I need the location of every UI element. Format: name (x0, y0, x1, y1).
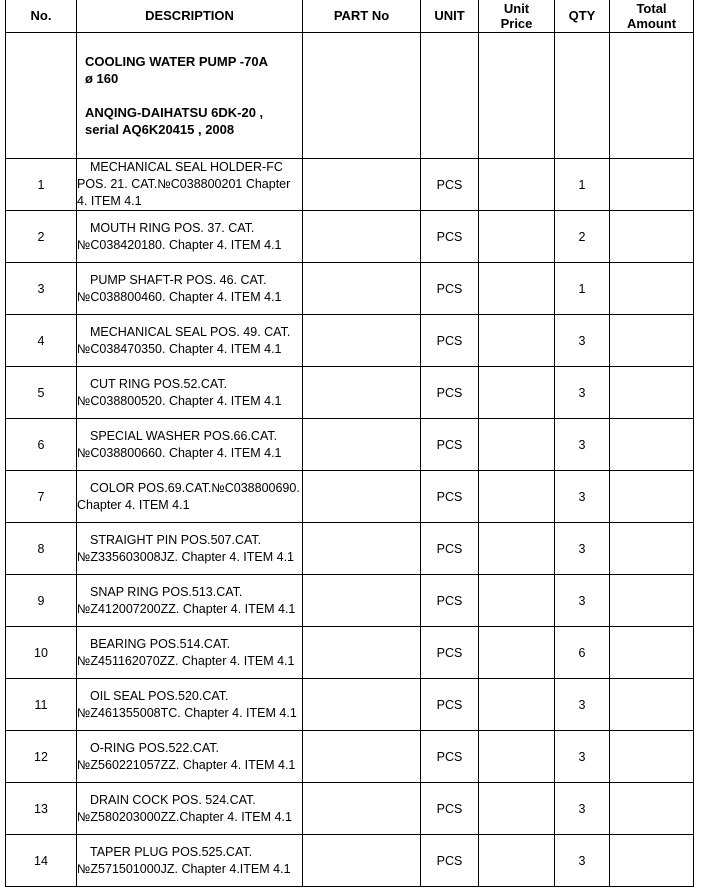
table-row (6, 263, 694, 315)
row-description-text: STRAIGHT PIN POS.507.CAT.№Z335603008JZ. Chapter 4. ITEM 4.1 (77, 532, 294, 564)
col-header-description: DESCRIPTION (77, 0, 303, 33)
row-qty: 1 (555, 263, 610, 315)
row-unit: PCS (421, 159, 479, 211)
row-no: 3 (6, 263, 77, 315)
title-line-3: ANQING-DAIHATSU 6DK-20 , (85, 105, 264, 120)
row-unit-price (479, 315, 555, 367)
row-total-amount (610, 159, 694, 211)
row-description (77, 367, 303, 419)
title-no-cell (6, 33, 77, 159)
row-no: 6 (6, 419, 77, 471)
row-part-no (303, 679, 421, 731)
row-description (77, 523, 303, 575)
title-line-1: COOLING WATER PUMP -70A (85, 54, 268, 69)
row-qty: 2 (555, 211, 610, 263)
col-header-unit: UNIT (421, 0, 479, 33)
row-qty: 3 (555, 731, 610, 783)
page-bottom-margin (0, 887, 705, 892)
row-no: 14 (6, 835, 77, 887)
row-unit-price (479, 835, 555, 887)
col-header-qty: QTY (555, 0, 610, 33)
row-unit: PCS (421, 211, 479, 263)
row-unit-price (479, 783, 555, 835)
row-total-amount (610, 523, 694, 575)
row-unit: PCS (421, 783, 479, 835)
table-row (6, 159, 694, 211)
col-header-total-line2: Amount (626, 15, 677, 31)
col-header-unit-price-line2: Price (500, 15, 533, 31)
title-unit-cell (421, 33, 479, 159)
row-unit-price (479, 367, 555, 419)
row-part-no (303, 627, 421, 679)
title-total-cell (610, 33, 694, 159)
row-description-text: TAPER PLUG POS.525.CAT.№Z571501000JZ. Chapter 4.ITEM 4.1 (77, 844, 291, 876)
row-qty: 3 (555, 419, 610, 471)
row-unit: PCS (421, 627, 479, 679)
parts-table (5, 0, 694, 887)
row-part-no (303, 367, 421, 419)
row-unit-price (479, 159, 555, 211)
row-description-text: SPECIAL WASHER POS.66.CAT.№C038800660. Chapter 4. ITEM 4.1 (77, 428, 282, 460)
row-unit: PCS (421, 419, 479, 471)
col-header-no: No. (6, 0, 77, 33)
col-header-part-no: PART No (303, 0, 421, 33)
table-row (6, 367, 694, 419)
col-header-total-line1: Total (636, 0, 667, 16)
row-description-text: MECHANICAL SEAL HOLDER-FC POS. 21. CAT.№C038800201 Chapter 4. ITEM 4.1 (77, 160, 291, 208)
row-description (77, 315, 303, 367)
row-total-amount (610, 471, 694, 523)
row-total-amount (610, 731, 694, 783)
row-unit: PCS (421, 523, 479, 575)
row-unit-price (479, 523, 555, 575)
table-row (6, 419, 694, 471)
table-row (6, 315, 694, 367)
row-qty: 3 (555, 679, 610, 731)
row-part-no (303, 783, 421, 835)
row-no: 9 (6, 575, 77, 627)
row-no: 12 (6, 731, 77, 783)
row-unit-price (479, 627, 555, 679)
row-unit-price (479, 575, 555, 627)
row-description-text: SNAP RING POS.513.CAT.№Z412007200ZZ. Chapter 4. ITEM 4.1 (77, 584, 296, 616)
row-unit: PCS (421, 575, 479, 627)
row-total-amount (610, 419, 694, 471)
row-part-no (303, 575, 421, 627)
row-qty: 3 (555, 575, 610, 627)
row-description-text: OIL SEAL POS.520.CAT.№Z461355008TC. Chapter 4. ITEM 4.1 (77, 688, 297, 720)
table-row (6, 523, 694, 575)
col-header-total-amount (610, 0, 694, 33)
row-no: 5 (6, 367, 77, 419)
table-row (6, 731, 694, 783)
row-description-text: DRAIN COCK POS. 524.CAT.№Z580203000ZZ.Chapter 4. ITEM 4.1 (77, 792, 292, 824)
row-unit: PCS (421, 731, 479, 783)
row-qty: 3 (555, 835, 610, 887)
row-total-amount (610, 263, 694, 315)
row-description (77, 211, 303, 263)
row-unit: PCS (421, 471, 479, 523)
title-block (77, 33, 303, 159)
row-part-no (303, 731, 421, 783)
row-description-text: PUMP SHAFT-R POS. 46. CAT.№C038800460. Chapter 4. ITEM 4.1 (77, 272, 282, 304)
row-description-text: BEARING POS.514.CAT.№Z451162070ZZ. Chapter 4. ITEM 4.1 (77, 636, 295, 668)
row-description-text: CUT RING POS.52.CAT.№C038800520. Chapter 4. ITEM 4.1 (77, 376, 282, 408)
table-row (6, 575, 694, 627)
row-total-amount (610, 835, 694, 887)
title-price-cell (479, 33, 555, 159)
table-row (6, 211, 694, 263)
row-total-amount (610, 679, 694, 731)
table-row (6, 783, 694, 835)
row-part-no (303, 523, 421, 575)
row-description (77, 471, 303, 523)
table-row (6, 679, 694, 731)
title-line-4: serial AQ6K20415 , 2008 (85, 122, 235, 137)
row-qty: 1 (555, 159, 610, 211)
header-row (6, 0, 694, 33)
table-row (6, 627, 694, 679)
row-total-amount (610, 367, 694, 419)
row-part-no (303, 315, 421, 367)
row-part-no (303, 419, 421, 471)
row-unit-price (479, 419, 555, 471)
row-no: 10 (6, 627, 77, 679)
row-qty: 6 (555, 627, 610, 679)
row-unit: PCS (421, 367, 479, 419)
row-total-amount (610, 315, 694, 367)
row-part-no (303, 159, 421, 211)
row-description (77, 575, 303, 627)
row-qty: 3 (555, 471, 610, 523)
row-qty: 3 (555, 367, 610, 419)
row-total-amount (610, 783, 694, 835)
col-header-unit-price (479, 0, 555, 33)
row-description (77, 679, 303, 731)
row-description (77, 159, 303, 211)
row-qty: 3 (555, 783, 610, 835)
title-row (6, 33, 694, 159)
row-description (77, 419, 303, 471)
row-description-text: MECHANICAL SEAL POS. 49. CAT.№C038470350. Chapter 4. ITEM 4.1 (77, 324, 291, 356)
title-qty-cell (555, 33, 610, 159)
row-part-no (303, 211, 421, 263)
row-description (77, 263, 303, 315)
row-unit: PCS (421, 835, 479, 887)
row-description (77, 627, 303, 679)
row-qty: 3 (555, 523, 610, 575)
col-header-unit-price-line1: Unit (503, 0, 530, 16)
item-rows (6, 159, 694, 887)
row-description (77, 731, 303, 783)
row-no: 8 (6, 523, 77, 575)
row-unit-price (479, 471, 555, 523)
row-unit: PCS (421, 263, 479, 315)
row-part-no (303, 263, 421, 315)
row-unit-price (479, 211, 555, 263)
row-no: 7 (6, 471, 77, 523)
row-part-no (303, 471, 421, 523)
row-description (77, 835, 303, 887)
table-row (6, 835, 694, 887)
row-unit-price (479, 679, 555, 731)
row-total-amount (610, 627, 694, 679)
row-description (77, 783, 303, 835)
row-no: 1 (6, 159, 77, 211)
table-row (6, 471, 694, 523)
row-unit-price (479, 731, 555, 783)
row-qty: 3 (555, 315, 610, 367)
title-part-cell (303, 33, 421, 159)
row-unit-price (479, 263, 555, 315)
title-line-2: ø 160 (85, 71, 119, 86)
row-description-text: MOUTH RING POS. 37. CAT.№C038420180. Chapter 4. ITEM 4.1 (77, 220, 282, 252)
row-no: 11 (6, 679, 77, 731)
row-unit: PCS (421, 315, 479, 367)
row-no: 4 (6, 315, 77, 367)
row-total-amount (610, 211, 694, 263)
row-no: 13 (6, 783, 77, 835)
row-part-no (303, 835, 421, 887)
row-no: 2 (6, 211, 77, 263)
row-description-text: O-RING POS.522.CAT.№Z560221057ZZ. Chapter 4. ITEM 4.1 (77, 740, 296, 772)
row-unit: PCS (421, 679, 479, 731)
row-total-amount (610, 575, 694, 627)
row-description-text: COLOR POS.69.CAT.№C038800690. Chapter 4. ITEM 4.1 (77, 480, 300, 512)
